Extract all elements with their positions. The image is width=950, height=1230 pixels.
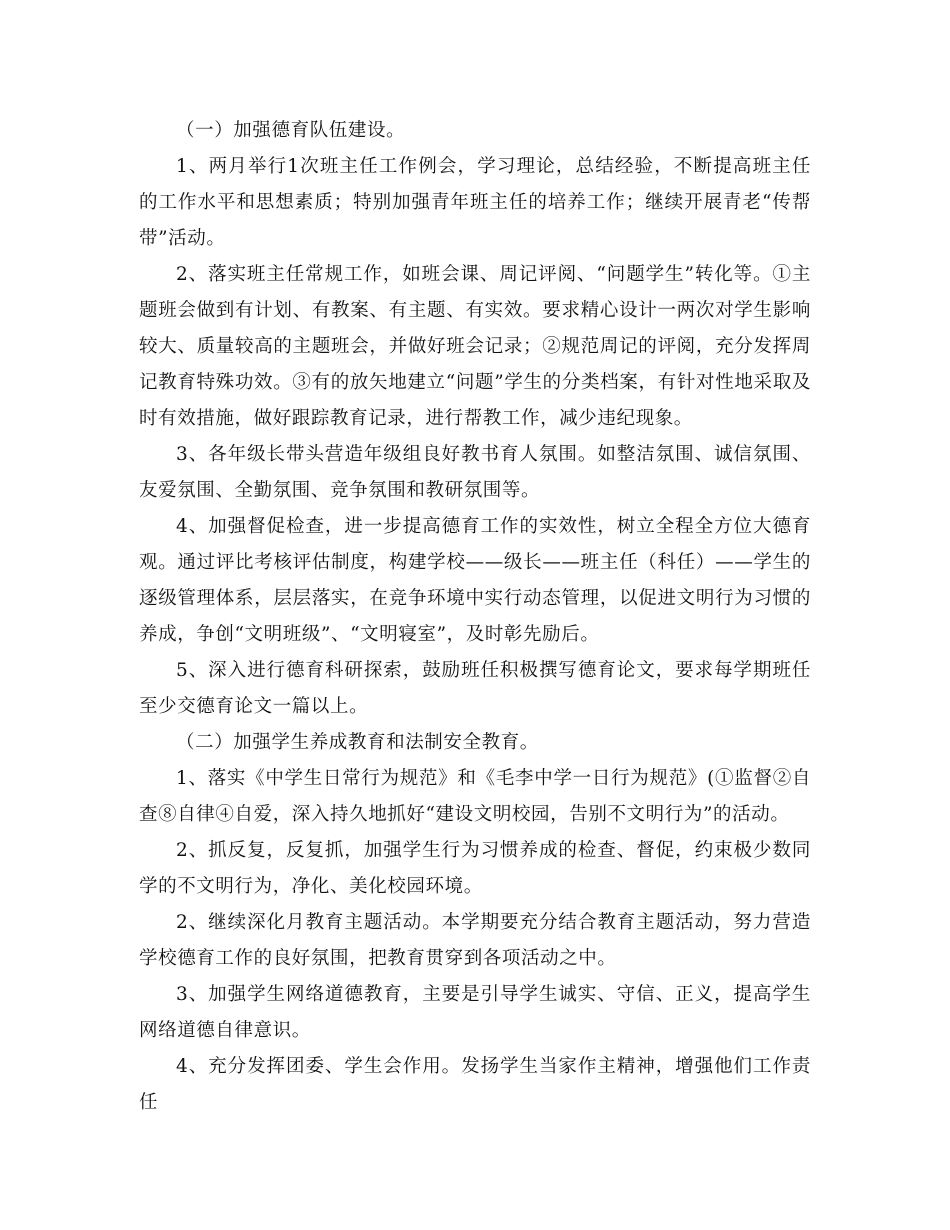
paragraph-1-1: 1、两月举行1次班主任工作例会，学习理论，总结经验，不断提高班主任的工作水平和思想素质；特别加强青年班主任的培养工作；继续开展青老“传帮带”活动。 xyxy=(139,156,811,249)
paragraph-2-3: 2、继续深化月教育主题活动。本学期要充分结合教育主题活动，努力营造学校德育工作的良好氛围，把教育贯穿到各项活动之中。 xyxy=(139,912,811,969)
paragraph-1-5: 5、深入进行德育科研探索，鼓励班任积极撰写德育论文，要求每学期班任至少交德育论文一篇以上。 xyxy=(139,660,811,717)
paragraph-1-4: 4、加强督促检查，进一步提高德育工作的实效性，树立全程全方位大德育观。通过评比考核评估制度，构建学校——级长——班主任（科任）——学生的逐级管理体系，层层落实，在竞争环境中实行动态管理，以促进文明行为习惯的养成，争创“文明班级”、“文明寝室”，及时彰先励后。 xyxy=(139,516,811,645)
paragraph-1-2: 2、落实班主任常规工作，如班会课、周记评阅、“问题学生”转化等。①主题班会做到有计划、有教案、有主题、有实效。要求精心设计一两次对学生影响较大、质量较高的主题班会，并做好班会记录；②规范周记的评阅，充分发挥周记教育特殊功效。③有的放矢地建立“问题”学生的分类档案，有针对性地采取及时有效措施，做好跟踪教育记录，进行帮教工作，减少违纪现象。 xyxy=(139,264,811,429)
section-heading-1: （一）加强德育队伍建设。 xyxy=(176,120,406,141)
section-heading-2: （二）加强学生养成教育和法制安全教育。 xyxy=(176,732,539,753)
paragraph-2-4: 3、加强学生网络道德教育，主要是引导学生诚实、守信、正义，提高学生网络道德自律意识。 xyxy=(139,984,811,1041)
paragraph-1-3: 3、各年级长带头营造年级组良好教书育人氛围。如整洁氛围、诚信氛围、友爱氛围、全勤氛围、竞争氛围和教研氛围等。 xyxy=(139,444,811,501)
document-body xyxy=(139,113,811,1121)
paragraph-2-5: 4、充分发挥团委、学生会作用。发扬学生当家作主精神，增强他们工作责任 xyxy=(139,1056,811,1113)
paragraph-2-2: 2、抓反复，反复抓，加强学生行为习惯养成的检查、督促，约束极少数同学的不文明行为，净化、美化校园环境。 xyxy=(139,840,811,897)
paragraph-2-1: 1、落实《中学生日常行为规范》和《毛李中学一日行为规范》(①监督②自查⑧自律④自爱，深入持久地抓好“建设文明校园，告别不文明行为”的活动。 xyxy=(139,768,811,825)
